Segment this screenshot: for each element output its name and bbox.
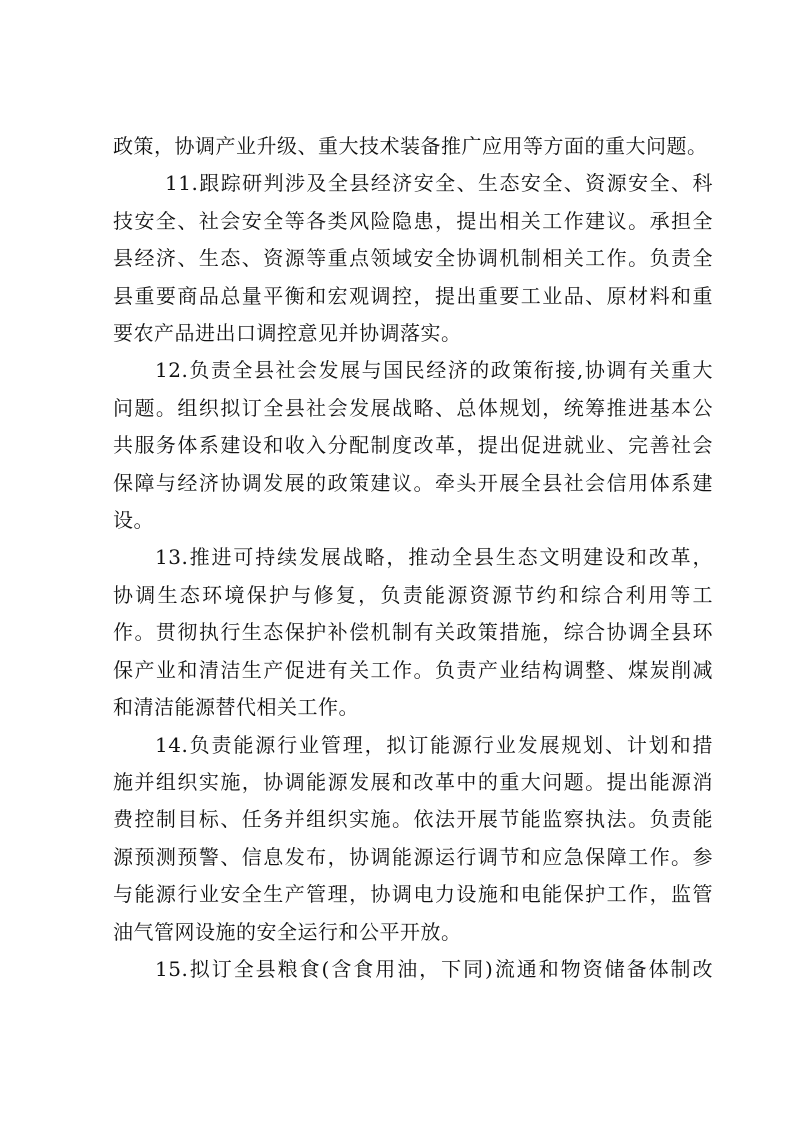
- text-line: 保产业和清洁生产促进有关工作。负责产业结构调整、煤炭削减: [113, 657, 713, 682]
- paragraph-item-15: [113, 951, 713, 988]
- text-line: 县经济、生态、资源等重点领域安全协调机制相关工作。负责全: [113, 246, 713, 271]
- text-line: 问题。组织拟订全县社会发展战略、总体规划，统筹推进基本公: [113, 395, 713, 420]
- text-line: 12.负责全县社会发展与国民经济的政策衔接,协调有关重大: [155, 358, 713, 383]
- document-page: [113, 128, 713, 988]
- text-line: 油气管网设施的安全运行和公平开放。: [113, 919, 462, 944]
- text-line: 协调生态环境保护与修复，负责能源资源节约和综合利用等工: [113, 582, 713, 607]
- paragraph-item-11: [113, 165, 713, 352]
- text-line: 施并组织实施，协调能源发展和改革中的重大问题。提出能源消: [113, 769, 713, 794]
- text-line: 保障与经济协调发展的政策建议。牵头开展全县社会信用体系建: [113, 470, 713, 495]
- text-line: 费控制目标、任务并组织实施。依法开展节能监察执法。负责能: [113, 807, 713, 832]
- text-line: 政策，协调产业升级、重大技术装备推广应用等方面的重大问题。: [113, 134, 708, 158]
- text-line: 共服务体系建设和收入分配制度改革，提出促进就业、完善社会: [113, 433, 713, 458]
- text-line: 技安全、社会安全等各类风险隐患，提出相关工作建议。承担全: [113, 208, 713, 233]
- text-line: 13.推进可持续发展战略，推动全县生态文明建设和改革，: [155, 545, 713, 570]
- paragraph-item-14: [113, 727, 713, 951]
- text-line: 11.跟踪研判涉及全县经济安全、生态安全、资源安全、科: [165, 171, 713, 196]
- paragraph-policy-continuation: [113, 128, 713, 165]
- text-line: 设。: [113, 508, 154, 533]
- text-line: 14.负责能源行业管理，拟订能源行业发展规划、计划和措: [155, 732, 713, 757]
- text-line: 和清洁能源替代相关工作。: [113, 695, 359, 720]
- text-line: 县重要商品总量平衡和宏观调控，提出重要工业品、原材料和重: [113, 283, 713, 308]
- text-line: 要农产品进出口调控意见并协调落实。: [113, 321, 462, 346]
- text-line: 与能源行业安全生产管理，协调电力设施和电能保护工作，监管: [113, 882, 713, 907]
- paragraph-item-12: [113, 352, 713, 539]
- text-line: 源预测预警、信息发布，协调能源运行调节和应急保障工作。参: [113, 844, 713, 869]
- text-line: 15.拟订全县粮食(含食用油，下同)流通和物资储备体制改: [155, 956, 713, 981]
- paragraph-item-13: [113, 539, 713, 726]
- text-line: 作。贯彻执行生态保护补偿机制有关政策措施，综合协调全县环: [113, 620, 713, 645]
